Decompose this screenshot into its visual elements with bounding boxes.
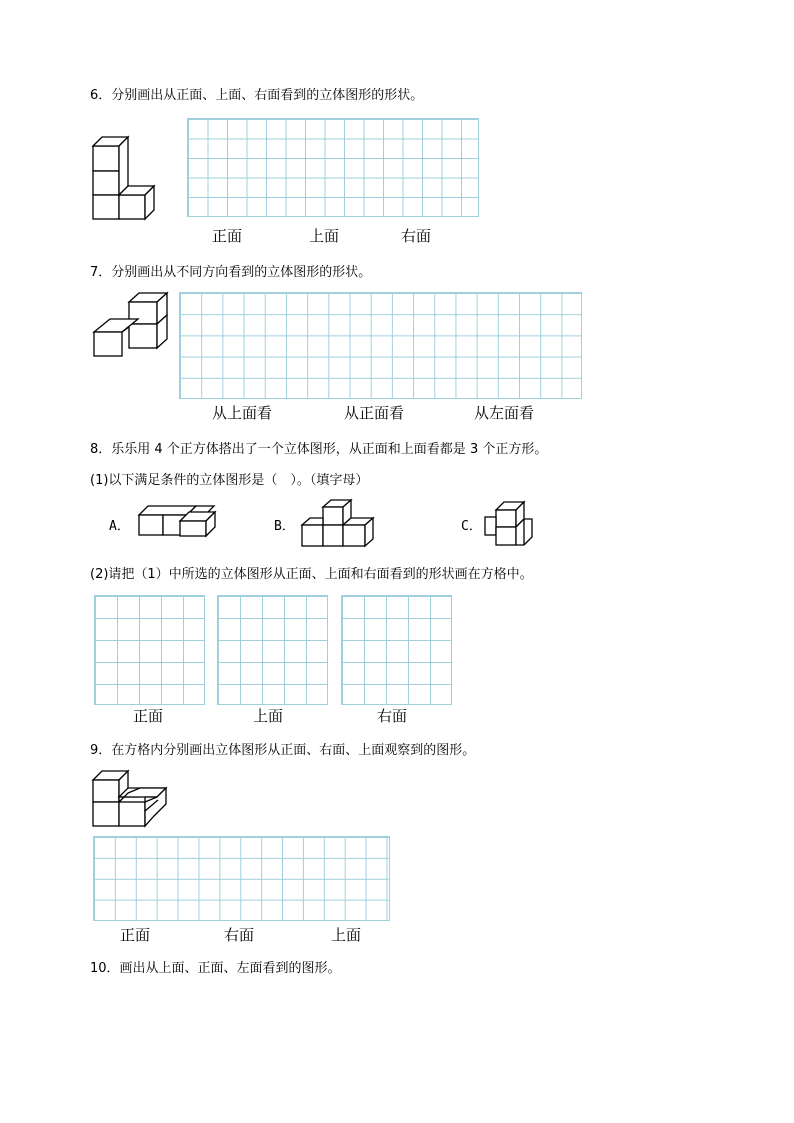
q8-label-top: 上面 <box>253 707 284 725</box>
q8-grid-right[interactable] <box>341 595 452 705</box>
q8-sub2: (2)请把（1）中所选的立体图形从正面、上面和右面看到的形状画在方格中。 <box>90 567 533 582</box>
q6-label-top: 上面 <box>309 227 340 245</box>
cube-figure-b <box>301 499 377 549</box>
q7-drawing-grid[interactable] <box>179 292 582 399</box>
cube-figure-c <box>484 501 534 547</box>
q6-title: 6．分别画出从正面、上面、右面看到的立体图形的形状。 <box>90 88 424 103</box>
q10-title: 10．画出从上面、正面、左面看到的图形。 <box>90 961 341 976</box>
q7-title: 7．分别画出从不同方向看到的立体图形的形状。 <box>90 265 372 280</box>
q7-label-top: 从上面看 <box>212 404 273 422</box>
option-c-label: C． <box>461 519 482 534</box>
q9-label-top: 上面 <box>331 926 362 944</box>
option-b-label: B． <box>274 519 295 534</box>
q7-label-left: 从左面看 <box>474 404 535 422</box>
q9-drawing-grid[interactable] <box>93 836 390 921</box>
q8-title: 8．乐乐用 4 个正方体搭出了一个立体图形，从正面和上面看都是 3 个正方形。 <box>90 442 548 457</box>
q7-label-front: 从正面看 <box>344 404 405 422</box>
q8-grid-top[interactable] <box>217 595 328 705</box>
q6-drawing-grid[interactable] <box>187 118 479 217</box>
q6-label-front: 正面 <box>212 227 243 245</box>
q9-title: 9．在方格内分别画出立体图形从正面、右面、上面观察到的图形。 <box>90 743 476 758</box>
cube-figure-a <box>138 505 218 537</box>
q9-label-front: 正面 <box>120 926 151 944</box>
cube-figure-q7 <box>93 292 169 358</box>
q8-label-front: 正面 <box>133 707 164 725</box>
q8-grid-front[interactable] <box>94 595 205 705</box>
q9-label-right: 右面 <box>224 926 255 944</box>
cube-figure-q9 <box>92 770 168 828</box>
q6-label-right: 右面 <box>401 227 432 245</box>
cube-figure-q6 <box>92 136 156 220</box>
q8-sub1: (1)以下满足条件的立体图形是（ ）。（填字母） <box>90 473 369 488</box>
q8-label-right: 右面 <box>377 707 408 725</box>
option-a-label: A． <box>109 519 130 534</box>
